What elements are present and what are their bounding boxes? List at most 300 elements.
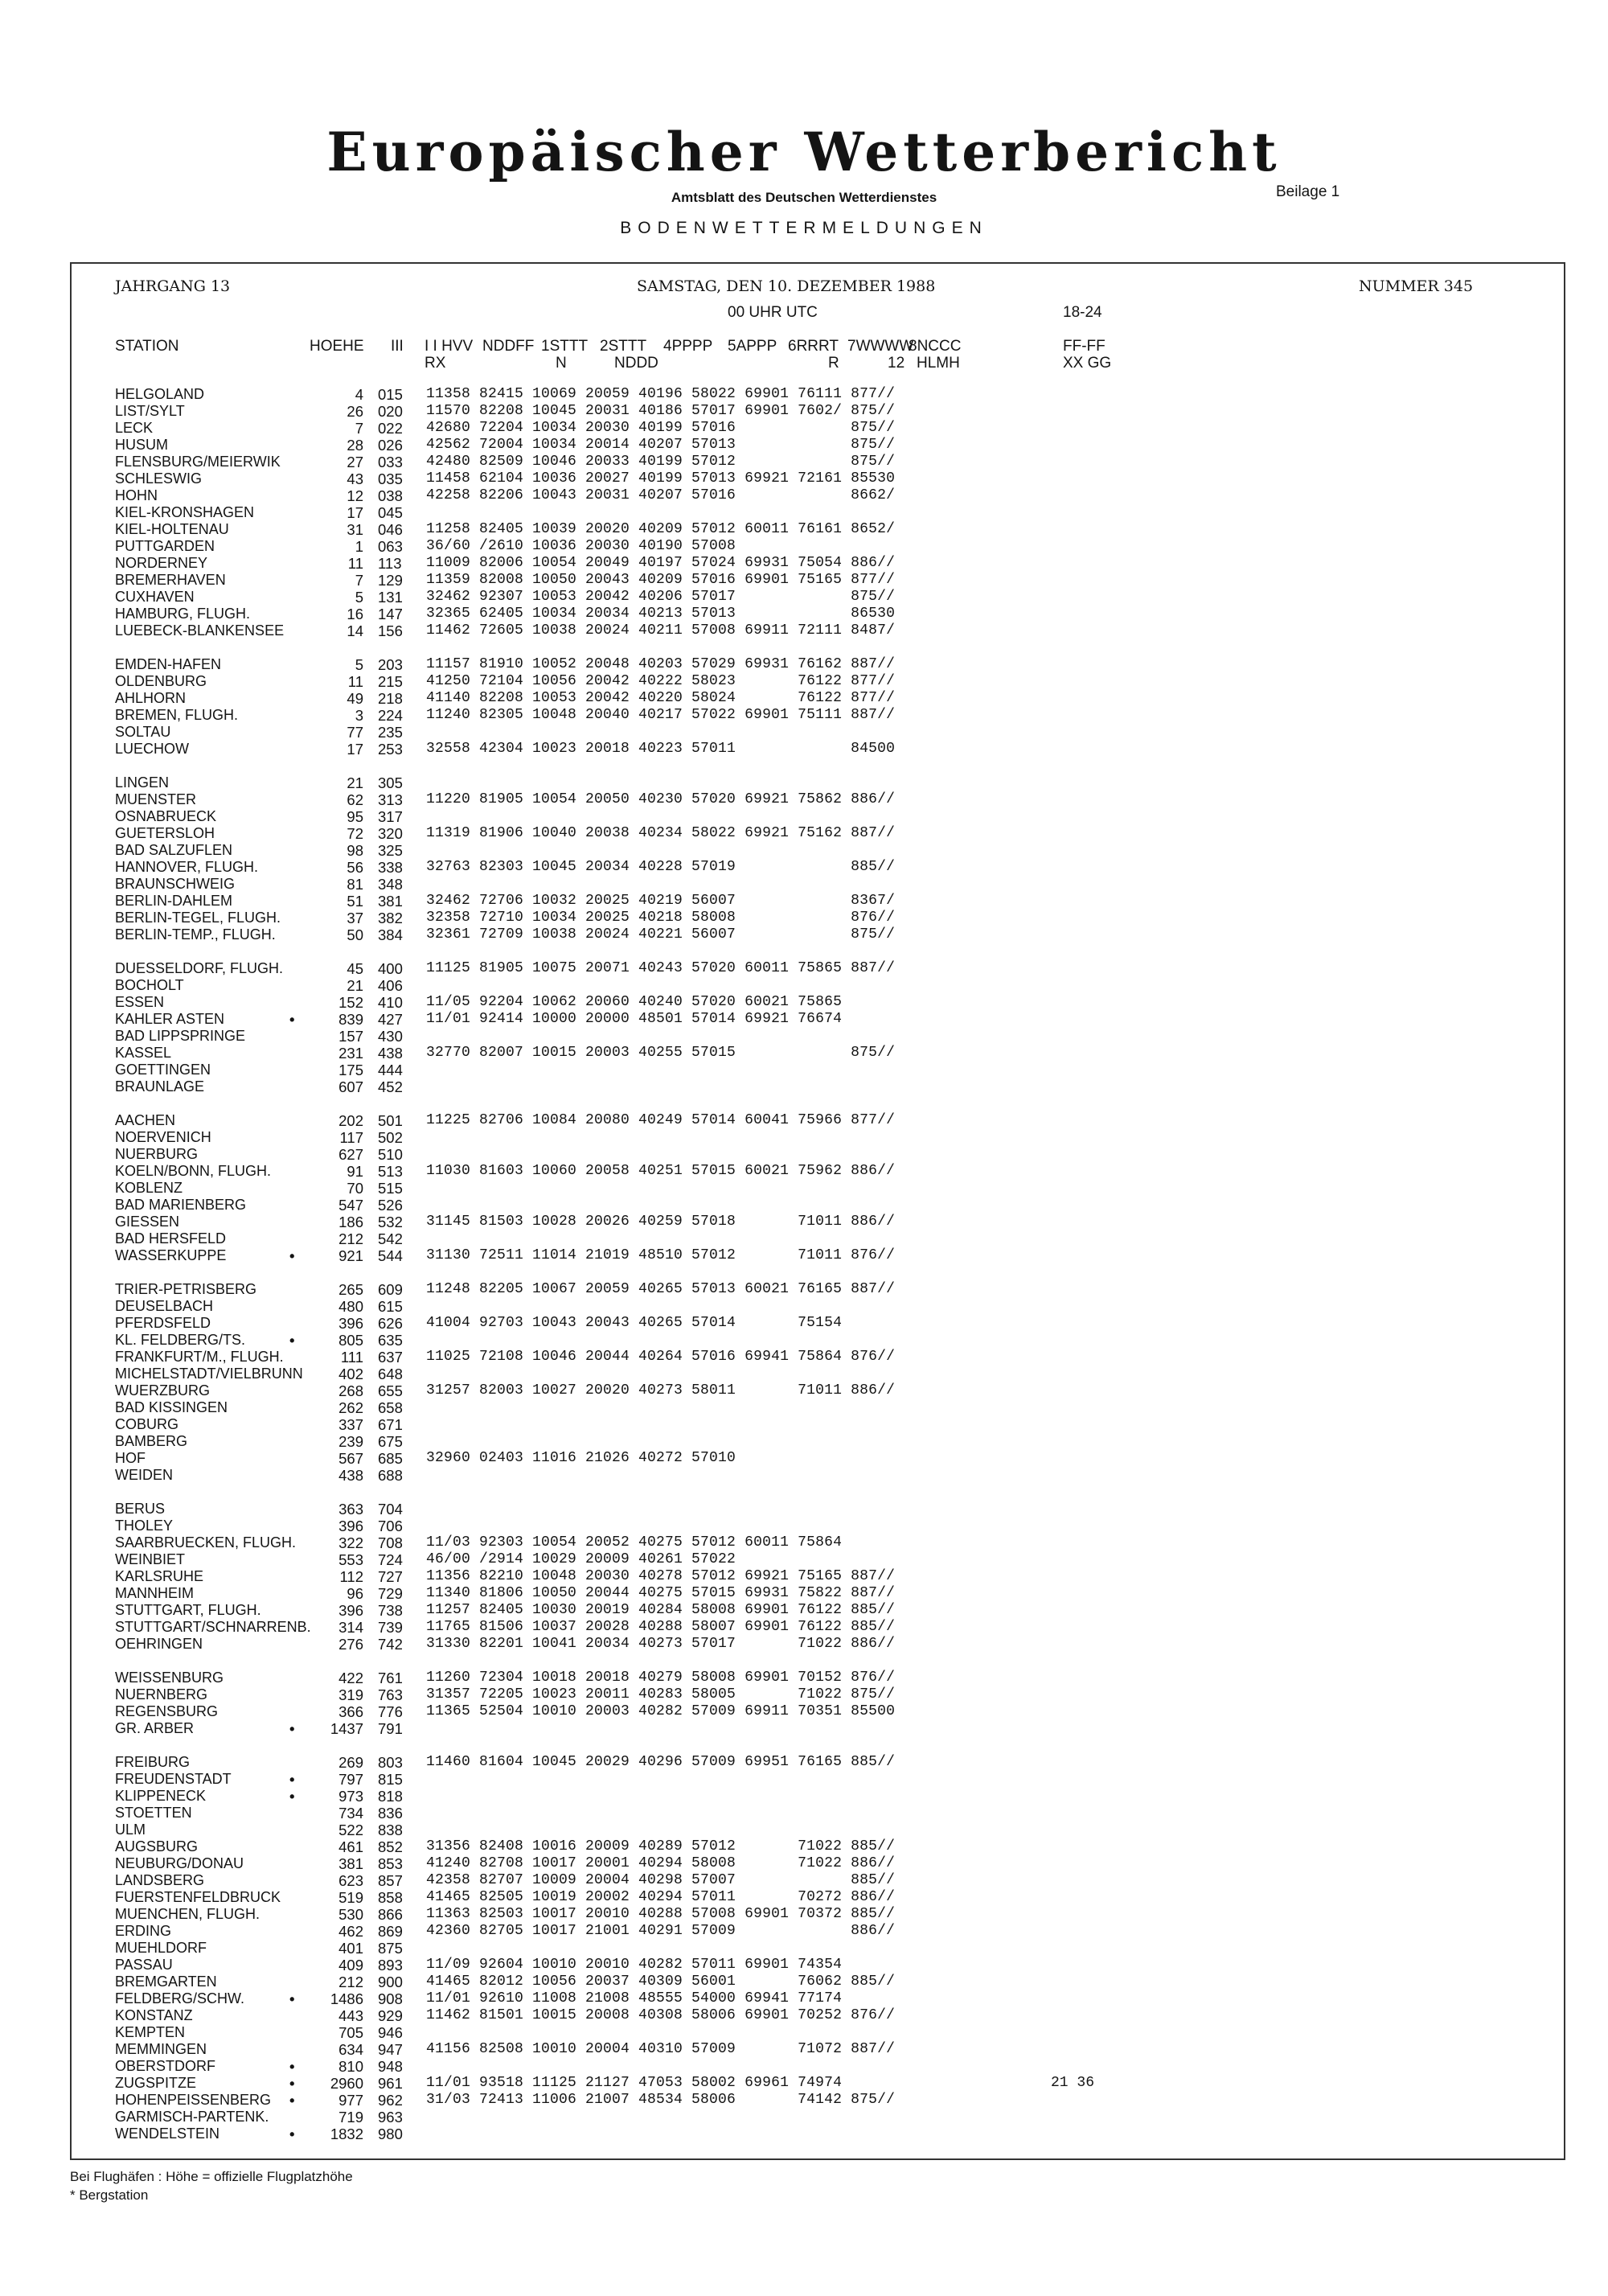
station-name: BAD LIPPSPRINGE [115,1028,246,1044]
table-row [0,1281,1608,1298]
station-index: 724 [378,1551,403,1568]
station-index: 430 [378,1028,403,1045]
mountain-marker: • [289,1788,295,1805]
table-row [0,622,1608,639]
table-row [0,724,1608,741]
station-index: 869 [378,1923,403,1940]
group-spacer [0,943,1608,960]
station-height: 157 [338,1028,363,1045]
station-height: 212 [338,1974,363,1990]
station-index: 637 [378,1349,403,1366]
table-row [0,454,1608,470]
station-index: 962 [378,2092,403,2109]
station-name: GOETTINGEN [115,1062,211,1078]
station-index: 763 [378,1686,403,1703]
station-height: 443 [338,2007,363,2024]
station-height: 553 [338,1551,363,1568]
synop-codes: 11260 72304 10018 20018 40279 58008 69901 70152 876// [426,1670,896,1686]
table-row [0,910,1608,926]
col-ff: FF-FF XX GG [1063,338,1112,372]
table-row [0,1872,1608,1889]
station-height: 480 [338,1298,363,1315]
station-height: 31 [347,521,363,538]
table-row [0,1163,1608,1180]
station-index: 510 [378,1146,403,1163]
station-index: 038 [378,487,403,504]
station-name: NUERBURG [115,1146,199,1162]
station-height: 396 [338,1315,363,1332]
synop-codes: 32763 82303 10045 20034 40228 57019 885// [426,859,896,875]
station-height: 705 [338,2024,363,2041]
table-row [0,1247,1608,1264]
table-row [0,2024,1608,2041]
station-index: 866 [378,1906,403,1923]
table-row [0,859,1608,876]
table-row [0,741,1608,758]
station-name: AUGSBURG [115,1838,199,1854]
station-height: 11 [347,673,363,690]
table-row [0,1197,1608,1214]
table-row [0,1501,1608,1518]
synop-codes: 41250 72104 10056 20042 40222 58023 76122 877// [426,673,896,689]
station-name: KL. FELDBERG/TS. [115,1332,246,1348]
station-height: 202 [338,1112,363,1129]
station-name: HOHENPEISSENBERG [115,2092,272,2108]
station-height: 21 [347,774,363,791]
station-name: BERLIN-DAHLEM [115,893,233,909]
station-height: 810 [338,2058,363,2075]
footnote-mountain: * Bergstation [70,2187,149,2203]
synop-codes: 11363 82503 10017 20010 40288 57008 69901 70372 885// [426,1906,896,1922]
station-height: 17 [347,741,363,758]
table-row [0,2109,1608,2126]
table-row [0,1838,1608,1855]
table-row [0,1366,1608,1382]
station-name: LINGEN [115,774,170,791]
station-height: 607 [338,1078,363,1095]
station-index: 147 [378,606,403,622]
report-date: SAMSTAG, DEN 10. DEZEMBER 1988 [637,277,936,295]
station-height: 98 [347,842,363,859]
synop-codes: 11240 82305 10048 20040 40217 57022 69901 75111 887// [426,707,896,723]
station-height: 381 [338,1855,363,1872]
station-index: 325 [378,842,403,859]
table-row [0,1990,1608,2007]
station-name: KAHLER ASTEN [115,1011,225,1027]
issue-number: NUMMER 345 [1359,277,1474,295]
station-index: 338 [378,859,403,876]
station-index: 224 [378,707,403,724]
station-index: 544 [378,1247,403,1264]
station-name: KEMPTEN [115,2024,186,2040]
synop-codes: 32462 72706 10032 20025 40219 56007 8367/ [426,893,896,909]
station-name: GUETERSLOH [115,825,215,841]
station-name: STUTTGART/SCHNARRENB. [115,1619,311,1635]
station-name: HELGOLAND [115,386,205,402]
synop-codes: 11257 82405 10030 20019 40284 58008 69901 76122 885// [426,1602,896,1618]
station-index: 406 [378,977,403,994]
station-name: KIEL-KRONSHAGEN [115,504,255,520]
station-name: KOELN/BONN, FLUGH. [115,1163,272,1179]
station-name: REGENSBURG [115,1703,219,1719]
table-row [0,1940,1608,1957]
synop-codes: 11/03 92303 10054 20052 40275 57012 60011 75864 [426,1534,843,1551]
station-index: 858 [378,1889,403,1906]
station-name: MICHELSTADT/VIELBRUNN [115,1366,303,1382]
wind-extra: 21 36 [1051,2075,1095,2091]
station-name: EMDEN-HAFEN [115,656,222,672]
station-height: 77 [347,724,363,741]
station-index: 113 [378,555,402,572]
table-row [0,2092,1608,2109]
table-row [0,2075,1608,2092]
table-row [0,1720,1608,1737]
station-name: BAD HERSFELD [115,1230,227,1247]
station-index: 655 [378,1382,403,1399]
station-height: 530 [338,1906,363,1923]
table-row [0,1805,1608,1822]
table-row [0,1703,1608,1720]
station-name: BAMBERG [115,1433,188,1449]
station-height: 5 [355,656,363,673]
station-index: 635 [378,1332,403,1349]
table-row [0,555,1608,572]
synop-codes: 11/09 92604 10010 20010 40282 57011 69901 74354 [426,1957,843,1973]
station-index: 235 [378,724,403,741]
station-name: MANNHEIM [115,1585,194,1601]
station-name: LIST/SYLT [115,403,185,419]
table-row [0,893,1608,910]
synop-codes: 41004 92703 10043 20043 40265 57014 75154 [426,1315,843,1331]
synop-codes: 42358 82707 10009 20004 40298 57007 885// [426,1872,896,1888]
synop-codes: 42360 82705 10017 21001 40291 57009 886// [426,1923,896,1939]
station-index: 818 [378,1788,403,1805]
table-row [0,1534,1608,1551]
table-row [0,504,1608,521]
station-name: FREIBURG [115,1754,191,1770]
group-spacer [0,758,1608,774]
station-name: NORDERNEY [115,555,208,571]
mountain-marker: • [289,1720,295,1737]
station-height: 547 [338,1197,363,1214]
synop-codes: 32361 72709 10038 20024 40221 56007 875// [426,926,896,943]
station-name: WEINBIET [115,1551,186,1567]
table-row [0,673,1608,690]
station-height: 231 [338,1045,363,1062]
table-row [0,403,1608,420]
station-index: 526 [378,1197,403,1214]
document-title: Europäischer Wetterbericht [326,121,1282,183]
table-row [0,1028,1608,1045]
station-name: HANNOVER, FLUGH. [115,859,259,875]
station-index: 438 [378,1045,403,1062]
synop-codes: 11458 62104 10036 20027 40199 57013 69921 72161 85530 [426,470,896,487]
station-index: 838 [378,1822,403,1838]
station-name: PASSAU [115,1957,173,1973]
synop-codes: 31330 82201 10041 20034 40273 57017 71022 886// [426,1636,896,1652]
station-index: 948 [378,2058,403,2075]
station-name: STOETTEN [115,1805,192,1821]
station-name: FREUDENSTADT [115,1771,232,1787]
table-row [0,707,1608,724]
table-row [0,1011,1608,1028]
table-row [0,1670,1608,1686]
station-height: 62 [347,791,363,808]
table-row [0,521,1608,538]
table-row [0,1332,1608,1349]
table-row [0,2126,1608,2142]
station-height: 522 [338,1822,363,1838]
station-name: WEIDEN [115,1467,173,1483]
station-height: 401 [338,1940,363,1957]
synop-codes: 32960 02403 11016 21026 40272 57010 [426,1450,736,1466]
station-name: MEMMINGEN [115,2041,207,2057]
station-height: 2960 [330,2075,363,2092]
station-height: 212 [338,1230,363,1247]
table-row [0,1230,1608,1247]
station-name: KOBLENZ [115,1180,183,1196]
synop-codes: 11570 82208 10045 20031 40186 57017 69901 7602/ 875// [426,403,896,419]
footnote-airports: Bei Flughäfen : Höhe = offizielle Flugplatzhöhe [70,2169,353,2184]
station-name: GR. ARBER [115,1720,195,1736]
station-index: 708 [378,1534,403,1551]
station-height: 12 [347,487,363,504]
table-row [0,1433,1608,1450]
station-height: 396 [338,1518,363,1534]
station-height: 186 [338,1214,363,1230]
station-name: LANDSBERG [115,1872,205,1888]
synop-codes: 42680 72204 10034 20030 40199 57016 875// [426,420,896,436]
station-height: 276 [338,1636,363,1653]
station-name: LUECHOW [115,741,190,757]
station-height: 921 [338,1247,363,1264]
table-row [0,876,1608,893]
station-height: 111 [340,1349,363,1366]
table-row [0,572,1608,589]
station-index: 893 [378,1957,403,1974]
table-row [0,1146,1608,1163]
station-height: 262 [338,1399,363,1416]
station-height: 3 [355,707,363,724]
station-height: 51 [347,893,363,910]
synop-codes: 42258 82206 10043 20031 40207 57016 8662/ [426,487,896,503]
station-index: 542 [378,1230,403,1247]
station-index: 658 [378,1399,403,1416]
station-height: 719 [338,2109,363,2126]
table-row [0,1788,1608,1805]
station-index: 203 [378,656,403,673]
synop-codes: 42480 82509 10046 20033 40199 57012 875// [426,454,896,470]
station-name: OSNABRUECK [115,808,217,824]
table-row [0,470,1608,487]
station-index: 648 [378,1366,403,1382]
synop-codes: 42562 72004 10034 20014 40207 57013 875// [426,437,896,453]
table-row [0,437,1608,454]
station-name: KARLSRUHE [115,1568,204,1584]
table-row [0,1349,1608,1366]
table-row [0,1636,1608,1653]
table-row [0,926,1608,943]
table-row [0,1923,1608,1940]
station-name: BAD SALZUFLEN [115,842,233,858]
synop-codes: 32358 72710 10034 20025 40218 58008 876// [426,910,896,926]
table-row [0,1771,1608,1788]
synop-codes: 31356 82408 10016 20009 40289 57012 71022 885// [426,1838,896,1854]
station-index: 381 [378,893,403,910]
station-index: 761 [378,1670,403,1686]
station-name: ERDING [115,1923,172,1939]
synop-codes: 31130 72511 11014 21019 48510 57012 71011 876// [426,1247,896,1263]
station-index: 739 [378,1619,403,1636]
station-index: 742 [378,1636,403,1653]
jahrgang: JAHRGANG 13 [115,277,231,295]
table-row [0,1602,1608,1619]
station-name: ULM [115,1822,146,1838]
station-index: 729 [378,1585,403,1602]
station-index: 688 [378,1467,403,1484]
table-row [0,1568,1608,1585]
station-name: FRANKFURT/M., FLUGH. [115,1349,284,1365]
synop-codes: 32558 42304 10023 20018 40223 57011 84500 [426,741,896,757]
col-iii: III [391,338,404,355]
station-index: 502 [378,1129,403,1146]
station-height: 16 [347,606,363,622]
table-row [0,1078,1608,1095]
station-height: 973 [338,1788,363,1805]
synop-codes: 11/01 92414 10000 20000 48501 57014 69921 76674 [426,1011,843,1027]
mountain-marker: • [289,2075,295,2092]
station-index: 382 [378,910,403,926]
synop-codes: 11/01 92610 11008 21008 48555 54000 69941 77174 [426,1990,843,2006]
group-spacer [0,1484,1608,1501]
station-name: OLDENBURG [115,673,207,689]
mountain-marker: • [289,2058,295,2075]
station-name: THOLEY [115,1518,174,1534]
station-name: BAD KISSINGEN [115,1399,228,1415]
station-index: 313 [378,791,403,808]
mountain-marker: • [289,1771,295,1788]
station-name: KASSEL [115,1045,172,1061]
station-height: 11 [347,555,363,572]
station-name: KIEL-HOLTENAU [115,521,229,537]
table-row [0,589,1608,606]
station-height: 239 [338,1433,363,1450]
station-name: BRAUNLAGE [115,1078,205,1095]
station-index: 410 [378,994,403,1011]
station-index: 400 [378,960,403,977]
col-8nccc: 8NCCC HLMH [909,338,962,372]
station-name: SOLTAU [115,724,171,740]
document-subtitle: Amtsblatt des Deutschen Wetterdienstes [671,190,937,205]
synop-codes: 11356 82210 10048 20030 40278 57012 69921 75165 887// [426,1568,896,1584]
table-row [0,1957,1608,1974]
col-iihvv: I I HVV RX [425,338,474,372]
table-row [0,1129,1608,1146]
table-row [0,1214,1608,1230]
station-height: 21 [347,977,363,994]
station-index: 513 [378,1163,403,1180]
station-name: BRAUNSCHWEIG [115,876,236,892]
station-index: 961 [378,2075,403,2092]
station-height: 268 [338,1382,363,1399]
station-height: 409 [338,1957,363,1974]
station-index: 427 [378,1011,403,1028]
synop-codes: 11319 81906 10040 20038 40234 58022 69921 75162 887// [426,825,896,841]
station-height: 319 [338,1686,363,1703]
synop-codes: 31257 82003 10027 20020 40273 58011 71011 886// [426,1382,896,1399]
station-index: 776 [378,1703,403,1720]
station-index: 852 [378,1838,403,1855]
station-height: 337 [338,1416,363,1433]
station-index: 033 [378,454,403,470]
station-height: 322 [338,1534,363,1551]
synop-codes: 11025 72108 10046 20044 40264 57016 69941 75864 876// [426,1349,896,1365]
col-7wwww: 7WWWW 12 [847,338,914,372]
synop-codes: 41240 82708 10017 20001 40294 58008 71022 886// [426,1855,896,1871]
synop-codes: 11125 81905 10075 20071 40243 57020 60011 75865 887// [426,960,896,976]
station-index: 131 [378,589,403,606]
station-name: ESSEN [115,994,165,1010]
station-index: 947 [378,2041,403,2058]
table-row [0,842,1608,859]
station-height: 839 [338,1011,363,1028]
station-height: 117 [339,1129,363,1146]
table-row [0,1112,1608,1129]
table-row [0,487,1608,504]
station-name: BERLIN-TEGEL, FLUGH. [115,910,281,926]
table-row [0,1822,1608,1838]
station-height: 112 [339,1568,363,1585]
station-index: 022 [378,420,403,437]
station-index: 836 [378,1805,403,1822]
station-name: OBERSTDORF [115,2058,216,2074]
station-index: 803 [378,1754,403,1771]
station-name: DEUSELBACH [115,1298,214,1314]
table-row [0,960,1608,977]
station-index: 501 [378,1112,403,1129]
station-height: 152 [338,994,363,1011]
mountain-marker: • [289,2092,295,2109]
station-index: 685 [378,1450,403,1467]
table-row [0,538,1608,555]
station-height: 269 [338,1754,363,1771]
synop-codes: 11460 81604 10045 20029 40296 57009 69951 76165 885// [426,1754,896,1770]
table-row [0,2007,1608,2024]
synop-codes: 32462 92307 10053 20042 40206 57017 875// [426,589,896,605]
station-index: 704 [378,1501,403,1518]
synop-codes: 11220 81905 10054 20050 40230 57020 69921 75862 886// [426,791,896,807]
station-height: 96 [347,1585,363,1602]
station-height: 567 [338,1450,363,1467]
synop-codes: 11030 81603 10060 20058 40251 57015 60021 75962 886// [426,1163,896,1179]
station-name: BERUS [115,1501,166,1517]
station-height: 45 [347,960,363,977]
station-name: BREMGARTEN [115,1974,217,1990]
station-index: 929 [378,2007,403,2024]
station-index: 738 [378,1602,403,1619]
table-row [0,1382,1608,1399]
station-index: 946 [378,2024,403,2041]
station-index: 305 [378,774,403,791]
table-row [0,977,1608,994]
station-name: MUEHLDORF [115,1940,207,1956]
synop-codes: 41140 82208 10053 20042 40220 58024 76122 877// [426,690,896,706]
station-height: 28 [347,437,363,454]
table-row [0,1686,1608,1703]
station-height: 461 [338,1838,363,1855]
section-heading: BODENWETTERMELDUNGEN [620,219,988,237]
table-row [0,1585,1608,1602]
